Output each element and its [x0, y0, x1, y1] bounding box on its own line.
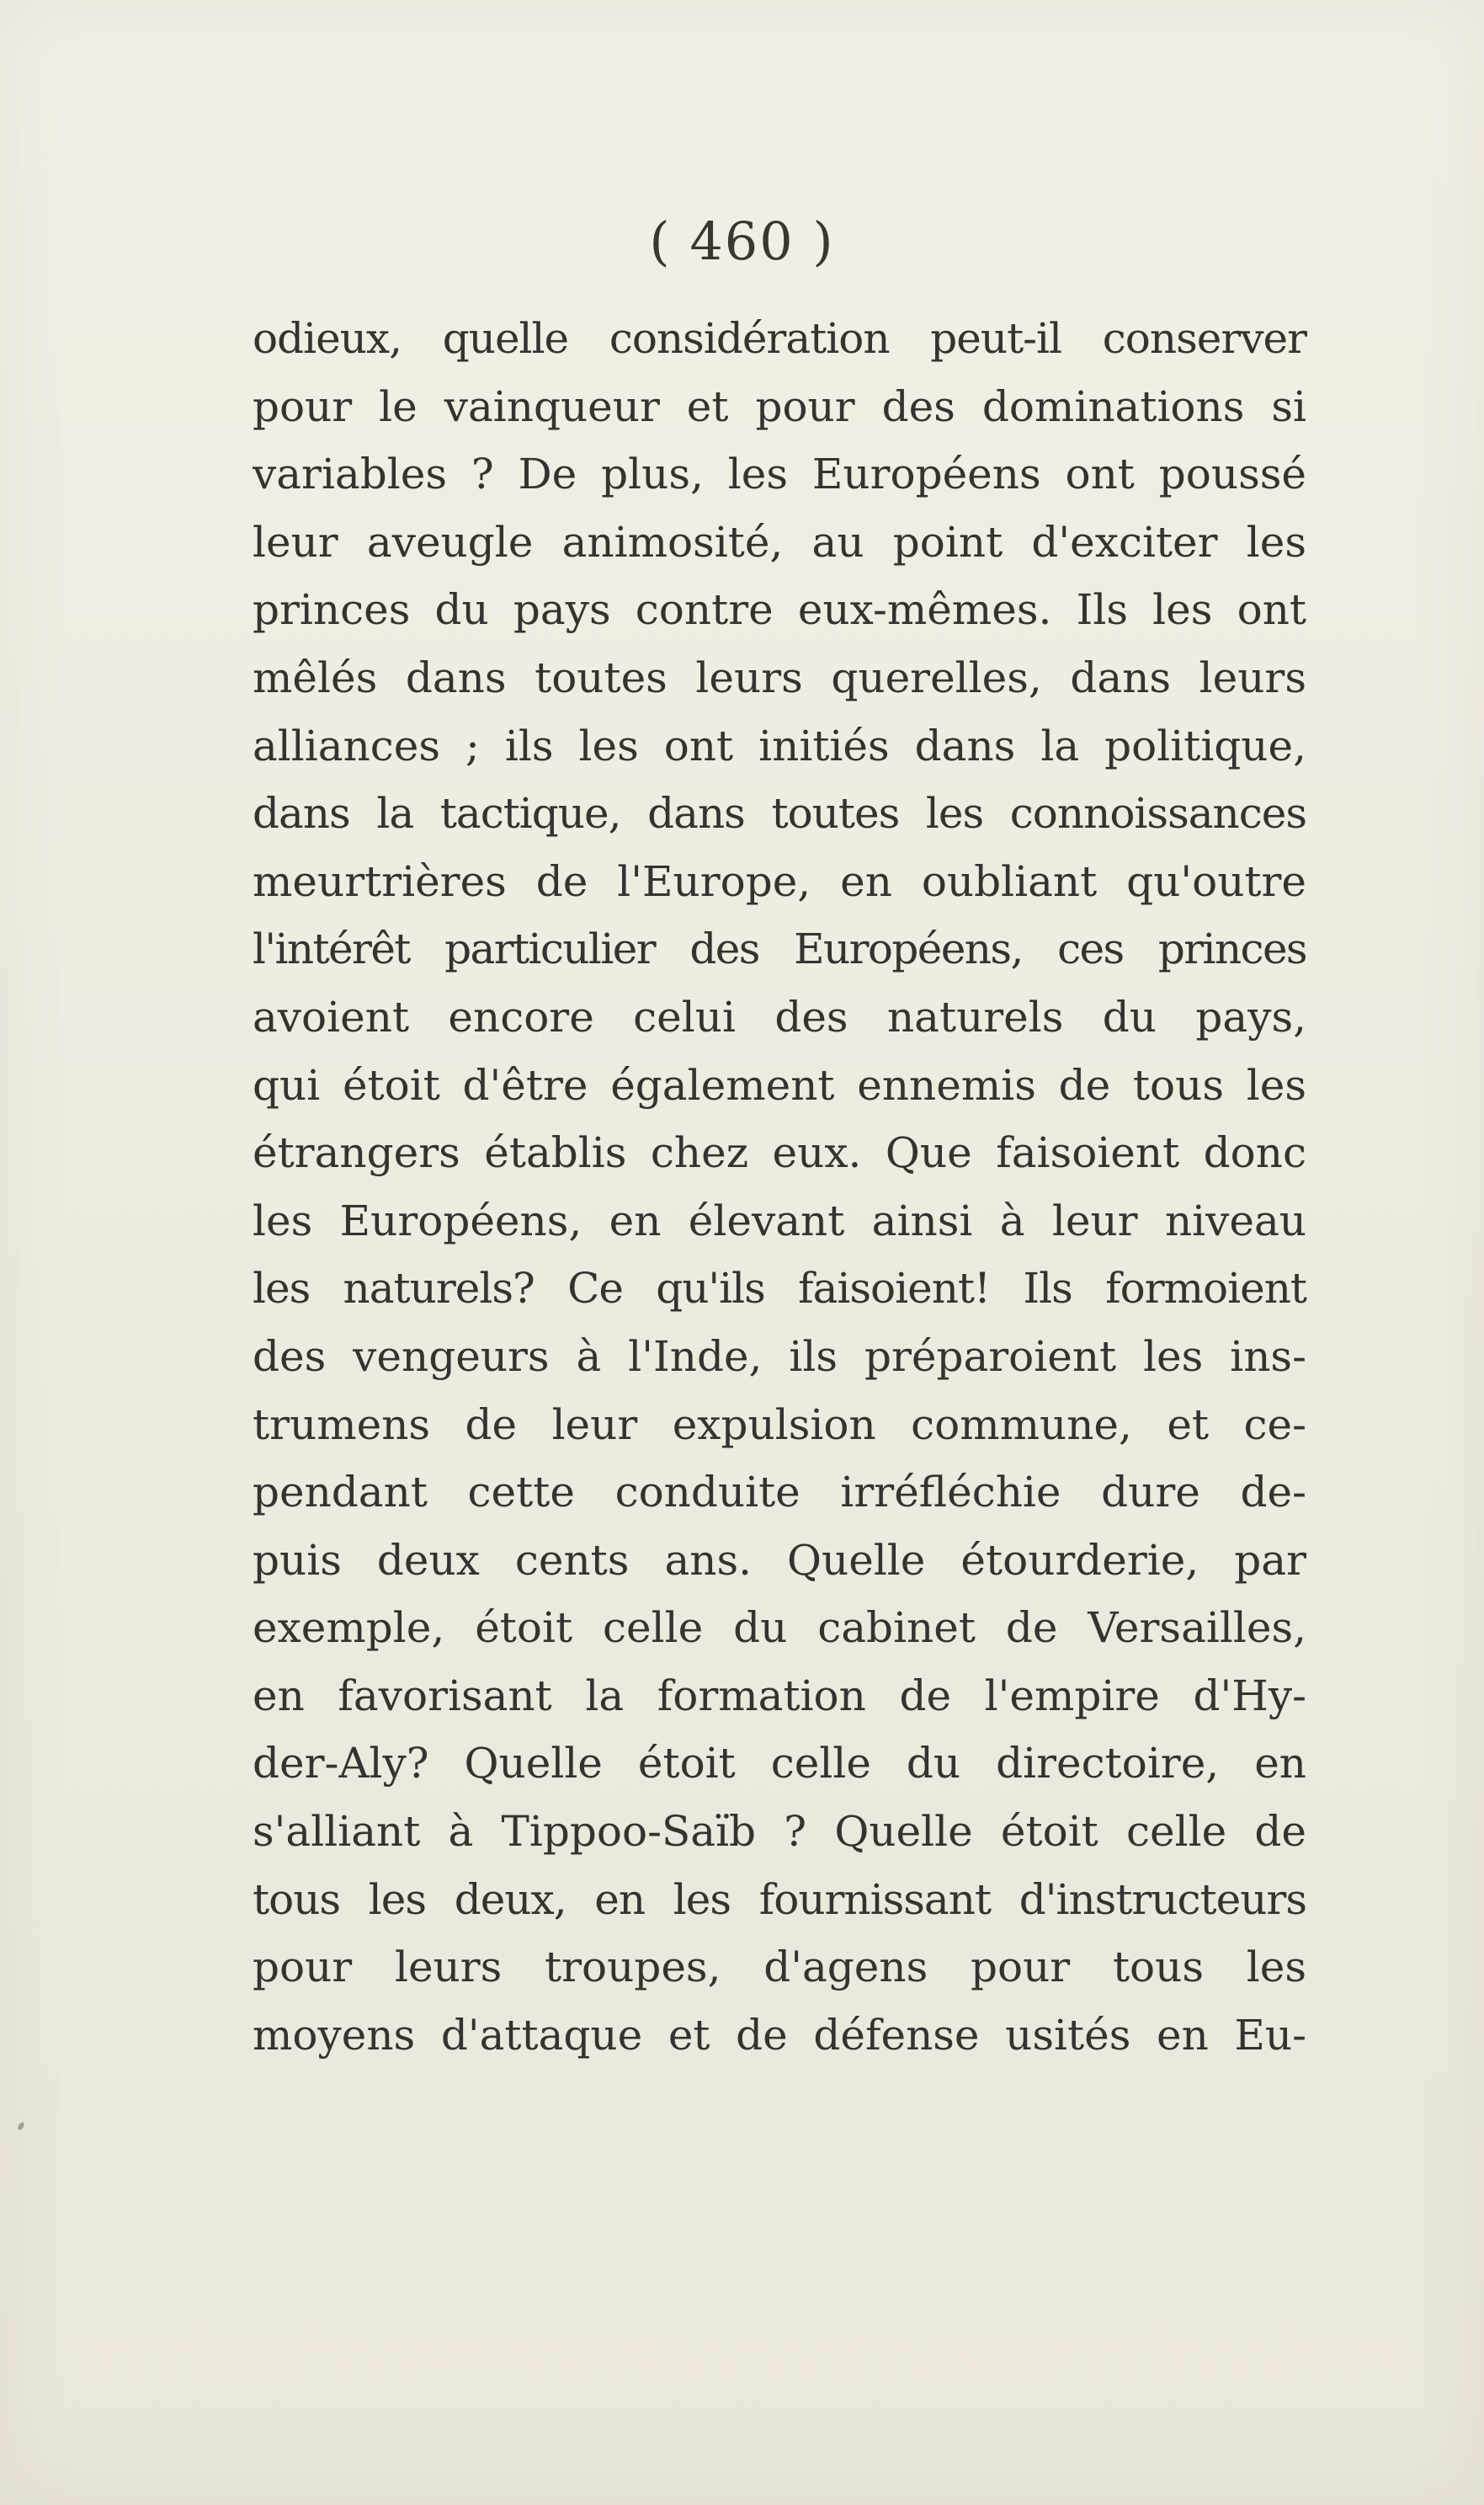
text-line: l'intérêt particulier des Européens, ces princes	[253, 925, 1306, 974]
text-line: s'alliant à Tippoo-Saïb ? Quelle étoit celle de	[253, 1807, 1306, 1857]
text-line: les naturels? Ce qu'ils faisoient! Ils formoient	[253, 1264, 1306, 1314]
text-line: les Européens, en élevant ainsi à leur niveau	[253, 1196, 1306, 1245]
text-line: moyens d'attaque et de défense usités en Eu-	[253, 2010, 1306, 2060]
text-line: exemple, étoit celle du cabinet de Versailles,	[253, 1603, 1306, 1653]
text-line: puis deux cents ans. Quelle étourderie, par	[253, 1535, 1306, 1585]
text-line: alliances ; ils les ont initiés dans la politique,	[253, 721, 1306, 770]
page-body-text	[253, 305, 1306, 2069]
text-line: odieux, quelle considération peut-il conserver	[253, 314, 1306, 363]
paper-speck	[17, 2121, 25, 2131]
text-line: étrangers établis chez eux. Que faisoient donc	[253, 1128, 1306, 1178]
text-line: mêlés dans toutes leurs querelles, dans leurs	[253, 653, 1306, 702]
text-line: pour le vainqueur et pour des dominations si	[253, 381, 1306, 431]
text-line: pendant cette conduite irréfléchie dure de-	[253, 1468, 1306, 1517]
text-line: trumens de leur expulsion commune, et ce-	[253, 1399, 1306, 1449]
text-line: variables ? De plus, les Européens ont poussé	[253, 450, 1306, 499]
text-line: pour leurs troupes, d'agens pour tous les	[253, 1943, 1306, 1992]
text-line: des vengeurs à l'Inde, ils préparoient les ins-	[253, 1331, 1306, 1381]
text-line: princes du pays contre eux-mêmes. Ils les ont	[253, 585, 1306, 635]
text-line: qui étoit d'être également ennemis de tous les	[253, 1060, 1306, 1110]
page-number: ( 460 )	[649, 211, 835, 272]
text-line: meurtrières de l'Europe, en oubliant qu'outre	[253, 856, 1306, 906]
text-line: en favorisant la formation de l'empire d'Hy-	[253, 1671, 1306, 1720]
text-line: dans la tactique, dans toutes les connoissances	[253, 789, 1306, 839]
text-line: leur aveugle animosité, au point d'exciter les	[253, 517, 1306, 567]
text-line: der-Aly? Quelle étoit celle du directoire, en	[253, 1739, 1306, 1788]
text-line: avoient encore celui des naturels du pays,	[253, 992, 1306, 1042]
text-line: tous les deux, en les fournissant d'instructeurs	[253, 1874, 1306, 1924]
